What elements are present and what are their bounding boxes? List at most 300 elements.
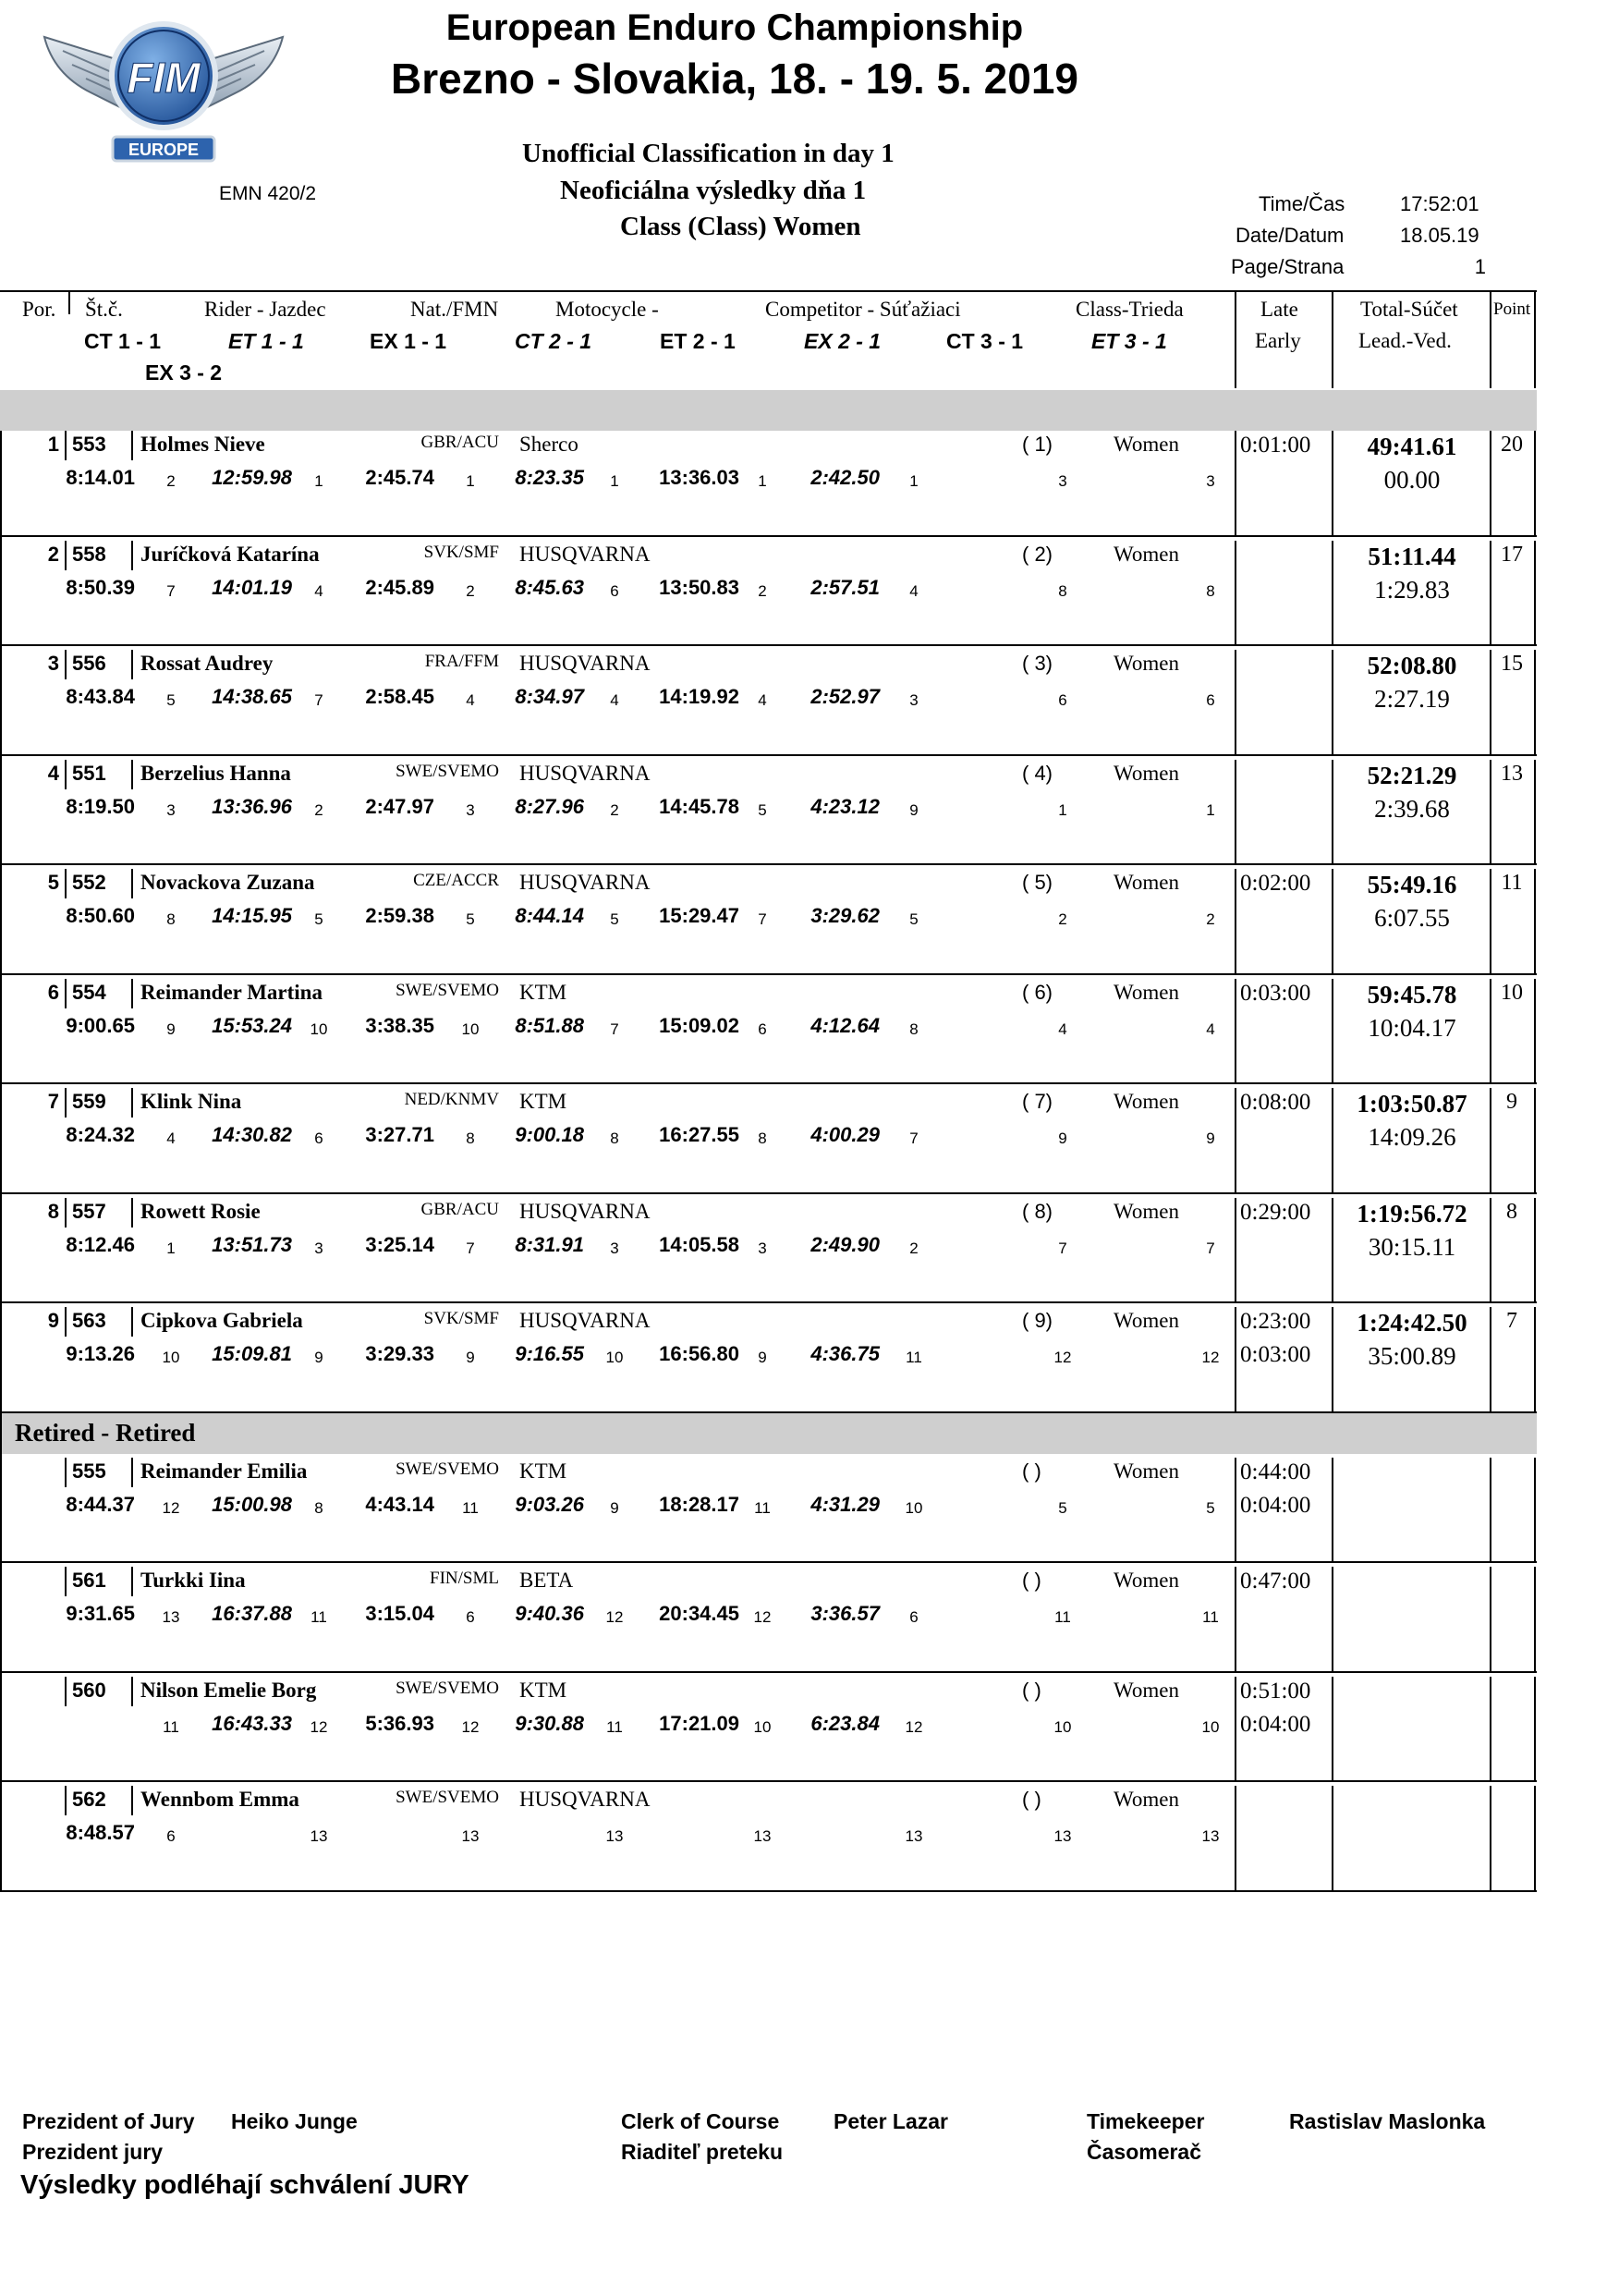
stage-time: 8:43.84 [66,685,135,708]
col-header-ct1: CT 1 - 1 [84,329,162,353]
rider-competitor: ( 6) [1022,980,1053,1004]
rider-nat: SWE/SVEMO [396,1678,499,1698]
col-header-ct3: CT 3 - 1 [946,329,1024,353]
rider-moto: Sherco [519,433,578,456]
stage-time: 8:34.97 [515,685,584,708]
stage-rank: 7 [909,1130,919,1147]
col-header-point: Point [1493,299,1531,319]
stage-time: 15:00.98 [212,1492,292,1516]
stage-rank: 11 [310,1608,327,1626]
retired-section-header [0,1413,1537,1454]
rider-competitor: ( ) [1022,1678,1041,1702]
rider-lead: 35:00.89 [1368,1342,1456,1370]
rider-nat: SVK/SMF [423,542,499,562]
stage-time: 9:31.65 [66,1602,135,1625]
class-name: Class (Class) Women [620,212,861,241]
col-header-ex1: EX 1 - 1 [370,329,447,353]
fim-europe-logo [35,9,292,166]
rider-number: 551 [72,761,106,785]
stage-rank: 10 [1201,1717,1220,1736]
stage-rank: 8 [166,910,176,928]
stage-rank: 11 [462,1498,479,1517]
rider-name: Nilson Emelie Borg [140,1678,317,1702]
stage-time: 3:15.04 [365,1602,434,1625]
rider-early: 0:04:00 [1240,1711,1311,1737]
rider-moto: HUSQVARNA [519,1309,651,1332]
stage-time: 8:44.37 [66,1492,135,1516]
stage-rank: 4 [1058,1020,1067,1038]
stage-rank: 10 [310,1020,328,1038]
stage-rank: 6 [1206,691,1215,709]
rider-number: 553 [72,433,106,456]
rider-name: Cipkova Gabriela [140,1309,303,1332]
stage-time: 2:49.90 [810,1232,880,1256]
stage-time: 14:05.58 [659,1232,739,1256]
rider-points: 8 [1506,1199,1517,1224]
stage-time: 2:57.51 [810,575,880,599]
stage-rank: 11 [1054,1608,1071,1626]
col-header-ex3: EX 3 - 2 [145,360,223,385]
rider-name: Klink Nina [140,1090,242,1113]
stage-rank: 3 [758,1239,767,1257]
rider-class: Women [1114,1788,1179,1811]
stage-rank: 9 [1058,1130,1067,1147]
stage-time: 4:36.75 [810,1342,880,1365]
stage-time: 17:21.09 [659,1711,739,1735]
rider-class: Women [1114,871,1179,894]
stage-rank: 13 [162,1608,180,1626]
col-header-rider: Rider - Jazdec [204,298,326,321]
stage-rank: 6 [1058,691,1067,709]
stage-rank: 13 [461,1827,480,1845]
stage-time: 5:36.93 [365,1711,434,1735]
rider-late: 0:47:00 [1240,1569,1311,1594]
stage-rank: 6 [314,1130,323,1147]
rider-lead: 1:29.83 [1374,575,1450,604]
stage-rank: 3 [166,800,176,819]
stage-rank: 10 [1053,1717,1072,1736]
stage-rank: 1 [758,472,767,490]
rider-position: 8 [47,1199,59,1223]
stage-rank: 2 [909,1239,919,1257]
rider-early: 0:04:00 [1240,1492,1311,1518]
stage-time: 9:00.18 [515,1123,584,1146]
rider-position: 6 [47,980,59,1004]
rider-moto: KTM [519,1459,567,1483]
stage-rank: 12 [310,1717,328,1736]
stage-rank: 4 [466,691,475,709]
stage-time: 3:38.35 [365,1013,434,1037]
rider-moto: HUSQVARNA [519,652,651,675]
stage-rank: 8 [1206,581,1215,600]
rider-class: Women [1114,652,1179,675]
stage-rank: 3 [610,1239,619,1257]
rider-nat: NED/KNMV [404,1090,499,1109]
rider-name: Holmes Nieve [140,433,265,456]
stage-rank: 8 [466,1130,475,1147]
rider-number: 558 [72,542,106,566]
stage-rank: 7 [1206,1239,1215,1257]
stage-time: 4:23.12 [810,794,880,818]
stage-time: 8:48.57 [66,1821,135,1844]
rider-total: 1:19:56.72 [1357,1199,1467,1227]
rider-class: Women [1114,1459,1179,1483]
stage-rank: 7 [758,910,767,928]
col-header-et3: ET 3 - 1 [1091,329,1167,353]
rider-position: 4 [47,761,59,785]
rider-lead: 10:04.17 [1368,1013,1456,1042]
rider-nat: GBR/ACU [420,433,499,452]
rider-competitor: ( 4) [1022,761,1053,785]
rider-points: 20 [1501,433,1523,457]
stage-rank: 3 [466,800,475,819]
stage-rank: 5 [909,910,919,928]
stage-time: 2:45.74 [365,466,434,489]
stage-time: 9:40.36 [515,1602,584,1625]
stage-rank: 4 [166,1130,176,1147]
stage-rank: 2 [166,472,176,490]
rider-competitor: ( 1) [1022,433,1053,456]
rider-points: 17 [1501,542,1523,567]
stage-rank: 10 [162,1349,180,1366]
stage-rank: 12 [1053,1349,1072,1366]
stage-time: 4:12.64 [810,1013,880,1037]
clerk-label: Clerk of Course [621,2109,780,2133]
stage-rank: 12 [461,1717,480,1736]
rider-total: 1:03:50.87 [1357,1090,1467,1117]
stage-rank: 2 [610,800,619,819]
rider-number: 559 [72,1090,106,1113]
rider-total: 55:49.16 [1367,871,1457,898]
rider-competitor: ( 3) [1022,652,1053,675]
rider-name: Reimander Martina [140,980,323,1004]
rider-moto: HUSQVARNA [519,1788,651,1811]
rider-class: Women [1114,1569,1179,1592]
rider-name: Novackova Zuzana [140,871,315,894]
stage-time: 15:09.02 [659,1013,739,1037]
retired-label: Retired - Retired [15,1418,196,1447]
classification-title-sk: Neoficiálna výsledky dňa 1 [560,176,867,205]
stage-time: 13:51.73 [212,1232,292,1256]
rider-competitor: ( ) [1022,1788,1041,1811]
page-title: European Enduro Championship [445,7,1024,48]
stage-time: 4:31.29 [810,1492,880,1516]
stage-time: 13:50.83 [659,575,739,599]
stage-rank: 5 [758,800,767,819]
rider-name: Rowett Rosie [140,1199,261,1223]
rider-lead: 30:15.11 [1368,1232,1456,1261]
jury-approval-note: Výsledky podléhají schválení JURY [20,2170,469,2200]
stage-rank: 8 [610,1130,619,1147]
stage-time: 14:01.19 [212,575,292,599]
stage-rank: 10 [605,1349,624,1366]
rider-moto: KTM [519,1678,567,1702]
stage-rank: 13 [905,1827,923,1845]
stage-rank: 3 [314,1239,323,1257]
rider-moto: KTM [519,1090,567,1113]
stage-rank: 2 [466,581,475,600]
rider-nat: FRA/FFM [424,652,499,671]
stage-time: 8:14.01 [66,466,135,489]
stage-rank: 6 [466,1608,475,1626]
rider-lead: 00.00 [1383,466,1441,494]
stage-rank: 7 [314,691,323,709]
rider-points: 13 [1501,761,1523,786]
col-header-early: Early [1255,329,1301,352]
rider-late: 0:29:00 [1240,1199,1311,1225]
rider-class: Women [1114,1090,1179,1113]
stage-rank: 12 [605,1608,624,1626]
stage-time: 8:50.39 [66,575,135,599]
stage-rank: 8 [758,1130,767,1147]
rider-competitor: ( 7) [1022,1090,1053,1113]
rider-class: Women [1114,761,1179,785]
stage-rank: 1 [610,472,619,490]
stage-time: 14:38.65 [212,685,292,708]
clerk-label-sk: Riaditeľ preteku [621,2140,784,2164]
rider-nat: SWE/SVEMO [396,1788,499,1807]
stage-time: 3:25.14 [365,1232,434,1256]
stage-rank: 1 [1058,800,1067,819]
stage-rank: 10 [905,1498,923,1517]
stage-time: 8:51.88 [515,1013,584,1037]
time-value: 17:52:01 [1400,192,1479,215]
rider-nat: SWE/SVEMO [396,1459,499,1479]
stage-rank: 4 [758,691,767,709]
jury-name: Heiko Junge [231,2109,358,2133]
rider-points: 11 [1501,871,1523,895]
stage-rank: 6 [909,1608,919,1626]
stage-rank: 11 [606,1717,623,1736]
stage-time: 2:52.97 [810,685,880,708]
stage-rank: 8 [1058,581,1067,600]
stage-rank: 9 [466,1349,475,1366]
stage-rank: 1 [166,1239,176,1257]
stage-rank: 9 [314,1349,323,1366]
stage-time: 20:34.45 [659,1602,739,1625]
stage-time: 14:19.92 [659,685,739,708]
logo-text-fim: FIM [127,54,201,102]
stage-time: 4:00.29 [810,1123,880,1146]
rider-moto: KTM [519,980,567,1004]
stage-rank: 5 [1058,1498,1067,1517]
col-header-class: Class-Trieda [1076,298,1184,321]
col-header-ex2: EX 2 - 1 [804,329,882,353]
timekeeper-label: Timekeeper [1087,2109,1205,2133]
col-header-total: Total-Súčet [1360,298,1458,321]
stage-rank: 2 [1058,910,1067,928]
rider-position: 5 [47,871,59,894]
stage-rank: 10 [753,1717,772,1736]
rider-number: 556 [72,652,106,675]
classification-title: Unofficial Classification in day 1 [522,139,895,168]
rider-late: 0:08:00 [1240,1090,1311,1115]
rider-number: 562 [72,1788,106,1811]
stage-rank: 4 [909,581,919,600]
rider-name: Juríčková Katarína [140,542,320,566]
rider-total: 1:24:42.50 [1357,1309,1467,1337]
stage-time: 2:58.45 [365,685,434,708]
stage-rank: 8 [314,1498,323,1517]
rider-points: 10 [1501,980,1523,1005]
rider-position: 2 [47,542,59,566]
stage-rank: 11 [906,1349,922,1366]
stage-time: 3:27.71 [365,1123,434,1146]
stage-time: 2:59.38 [365,904,434,927]
stage-time: 8:50.60 [66,904,135,927]
rider-competitor: ( 9) [1022,1309,1053,1332]
rider-competitor: ( 5) [1022,871,1053,894]
stage-time: 16:37.88 [212,1602,292,1625]
stage-time: 8:19.50 [66,794,135,818]
stage-time: 18:28.17 [659,1492,739,1516]
date-label: Date/Datum [1236,224,1345,247]
rider-lead: 14:09.26 [1368,1123,1456,1151]
stage-time: 8:24.32 [66,1123,135,1146]
stage-rank: 6 [758,1020,767,1038]
stage-time: 16:43.33 [212,1711,292,1735]
rider-name: Reimander Emilia [140,1459,308,1483]
timekeeper-label-sk: Časomerač [1087,2140,1202,2164]
stage-rank: 13 [310,1827,328,1845]
rider-late: 0:51:00 [1240,1678,1311,1704]
rider-name: Berzelius Hanna [140,761,291,785]
rider-nat: SWE/SVEMO [396,761,499,781]
stage-rank: 4 [1206,1020,1215,1038]
stage-rank: 5 [610,910,619,928]
rider-lead: 6:07.55 [1374,904,1450,932]
stage-time: 15:29.47 [659,904,739,927]
rider-moto: BETA [519,1569,574,1592]
rider-class: Women [1114,542,1179,566]
stage-rank: 9 [909,800,919,819]
stage-rank: 5 [166,691,176,709]
col-header-lead: Lead.-Ved. [1358,329,1452,352]
col-header-nat: Nat./FMN [410,298,499,321]
rider-moto: HUSQVARNA [519,1199,651,1223]
stage-time: 9:30.88 [515,1711,584,1735]
rider-late: 0:01:00 [1240,433,1311,458]
rider-class: Women [1114,980,1179,1004]
stage-time: 9:00.65 [66,1013,135,1037]
rider-competitor: ( 2) [1022,542,1053,566]
stage-time: 16:56.80 [659,1342,739,1365]
stage-rank: 2 [314,800,323,819]
rider-competitor: ( 8) [1022,1199,1053,1223]
rider-number: 561 [72,1569,106,1592]
stage-rank: 1 [1206,800,1215,819]
rider-position: 7 [47,1090,59,1113]
rider-number: 555 [72,1459,106,1483]
rider-class: Women [1114,1199,1179,1223]
stage-rank: 4 [314,581,323,600]
time-label: Time/Čas [1259,192,1345,215]
stage-rank: 13 [753,1827,772,1845]
stage-time: 14:45.78 [659,794,739,818]
stage-time: 8:31.91 [515,1232,584,1256]
rider-number: 557 [72,1199,106,1223]
rider-nat: SWE/SVEMO [396,980,499,1000]
stage-time: 2:45.89 [365,575,434,599]
stage-time: 14:30.82 [212,1123,292,1146]
rider-late: 0:03:00 [1240,980,1311,1006]
page-label: Page/Strana [1231,255,1345,278]
stage-rank: 1 [314,472,323,490]
col-header-et1: ET 1 - 1 [228,329,304,353]
rider-nat: SVK/SMF [423,1309,499,1328]
stage-time: 2:47.97 [365,794,434,818]
page-value: 1 [1474,255,1486,278]
rider-nat: FIN/SML [430,1569,499,1588]
rider-late: 0:23:00 [1240,1309,1311,1334]
stage-rank: 6 [610,581,619,600]
rider-number: 563 [72,1309,106,1332]
col-header-moto: Motocycle - [555,298,659,321]
col-header-ct2: CT 2 - 1 [515,329,592,353]
rider-name: Turkki Iina [140,1569,246,1592]
stage-rank: 7 [1058,1239,1067,1257]
rider-class: Women [1114,1309,1179,1332]
rider-moto: HUSQVARNA [519,542,651,566]
stage-time: 14:15.95 [212,904,292,927]
jury-label: Prezident of Jury [22,2109,195,2133]
stage-time: 13:36.03 [659,466,739,489]
stage-rank: 7 [466,1239,475,1257]
rider-number: 554 [72,980,106,1004]
stage-time: 3:29.33 [365,1342,434,1365]
col-header-por: Por. [22,298,56,321]
stage-time: 2:42.50 [810,466,880,489]
rider-nat: GBR/ACU [420,1199,499,1219]
stage-time: 9:16.55 [515,1342,584,1365]
rider-position: 3 [47,652,59,675]
stage-rank: 9 [1206,1130,1215,1147]
stage-time: 12:59.98 [212,466,292,489]
rider-class: Women [1114,433,1179,456]
stage-rank: 9 [610,1498,619,1517]
stage-time: 13:36.96 [212,794,292,818]
rider-points: 9 [1506,1090,1517,1114]
stage-rank: 11 [163,1717,179,1736]
stage-time: 8:44.14 [515,904,584,927]
rider-number: 560 [72,1678,106,1702]
stage-rank: 12 [753,1608,772,1626]
stage-rank: 1 [466,472,475,490]
page-subtitle: Brezno - Slovakia, 18. - 19. 5. 2019 [390,55,1079,103]
col-header-et2: ET 2 - 1 [660,329,736,353]
stage-rank: 5 [314,910,323,928]
stage-time: 9:13.26 [66,1342,135,1365]
rider-late: 0:02:00 [1240,871,1311,896]
stage-time: 16:27.55 [659,1123,739,1146]
stage-time: 15:09.81 [212,1342,292,1365]
stage-rank: 8 [909,1020,919,1038]
stage-rank: 12 [905,1717,923,1736]
rider-moto: HUSQVARNA [519,761,651,785]
rider-total: 52:21.29 [1367,761,1457,789]
rider-moto: HUSQVARNA [519,871,651,894]
stage-rank: 7 [610,1020,619,1038]
stage-time: 3:36.57 [810,1602,880,1625]
stage-rank: 13 [605,1827,624,1845]
rider-total: 52:08.80 [1367,652,1457,679]
col-header-stc: Št.č. [85,298,123,321]
rider-competitor: ( ) [1022,1569,1041,1592]
stage-time: 8:23.35 [515,466,584,489]
stage-rank: 11 [1202,1608,1219,1626]
rider-total: 51:11.44 [1368,542,1456,570]
stage-rank: 3 [1058,472,1067,490]
